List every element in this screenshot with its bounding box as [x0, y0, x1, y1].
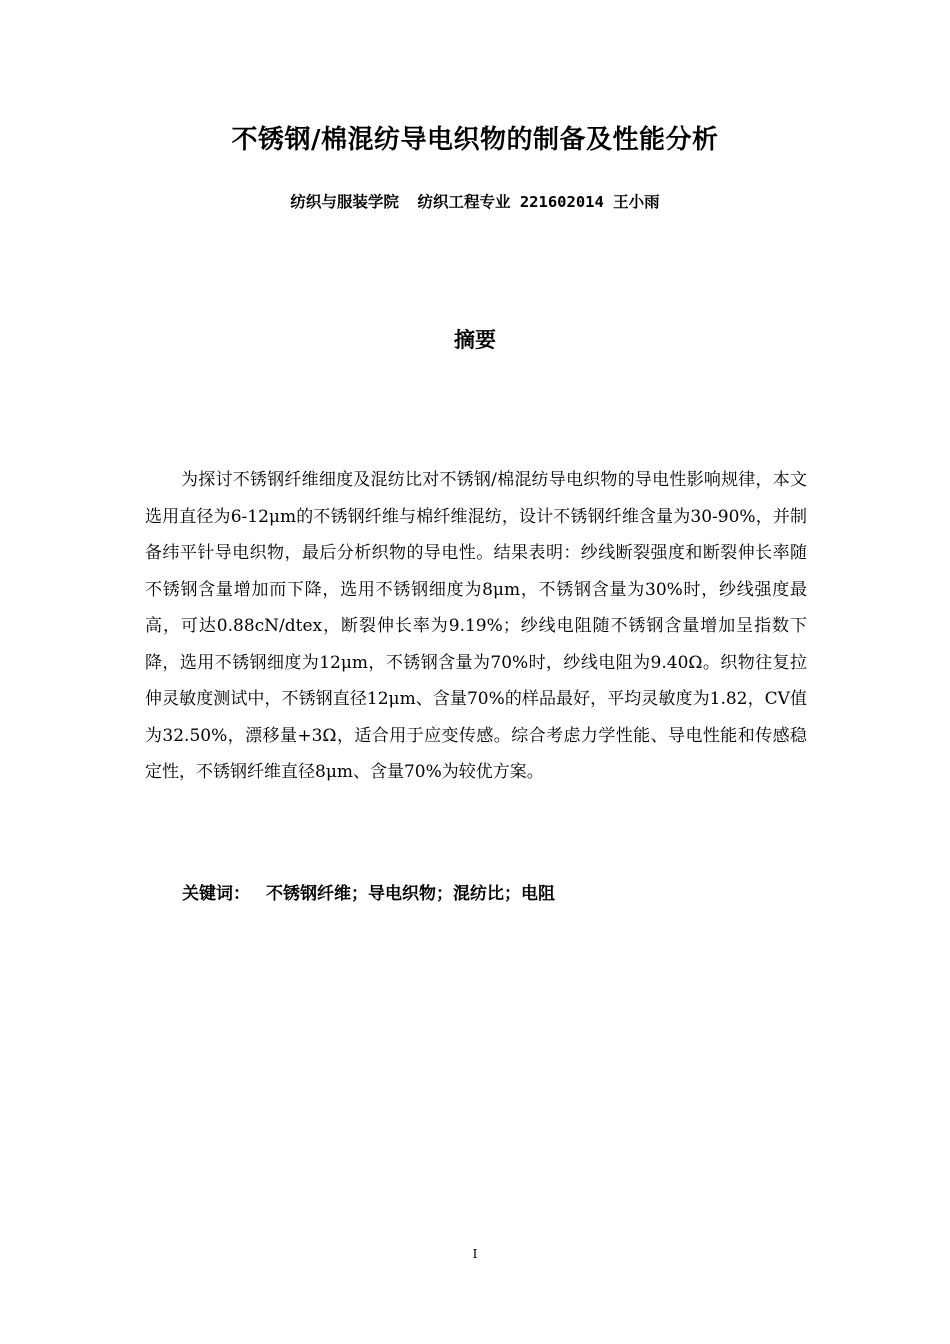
abstract-paragraph: 为探讨不锈钢纤维细度及混纺比对不锈钢/棉混纺导电织物的导电性影响规律，本文选用直径为6-12μm的不锈钢纤维与棉纤维混纺，设计不锈钢纤维含量为30-90%，并制备纬平针导电织物，最后分析织物的导电性。结果表明：纱线断裂强度和断裂伸长率随不锈钢含量增加而下降，选用不锈钢细度为8μm，不锈钢含量为30%时，纱线强度最高，可达0.88cN/dtex，断裂伸长率为9.19%；纱线电阻随不锈钢含量增加呈指数下降，选用不锈钢细度为12μm，不锈钢含量为70%时，纱线电阻为9.40Ω。织物往复拉伸灵敏度测试中，不锈钢直径12μm、含量70%的样品最好，平均灵敏度为1.82，CV值为32.50%，漂移量+3Ω，适合用于应变传感。综合考虑力学性能、导电性能和传感稳定性，不锈钢纤维直径8μm、含量70%为较优方案。	[145, 470, 807, 782]
keywords-text: 不锈钢纤维；导电织物；混纺比；电阻	[266, 884, 555, 904]
page-number: I	[472, 1247, 478, 1261]
author-line: 纺织与服装学院 纺织工程专业 221602014 王小雨	[290, 193, 660, 211]
paper-title: 不锈钢/棉混纺导电织物的制备及性能分析	[231, 125, 719, 155]
keywords-label: 关键词：	[182, 884, 250, 904]
keywords-line	[182, 876, 555, 912]
abstract-heading: 摘要	[454, 328, 496, 352]
